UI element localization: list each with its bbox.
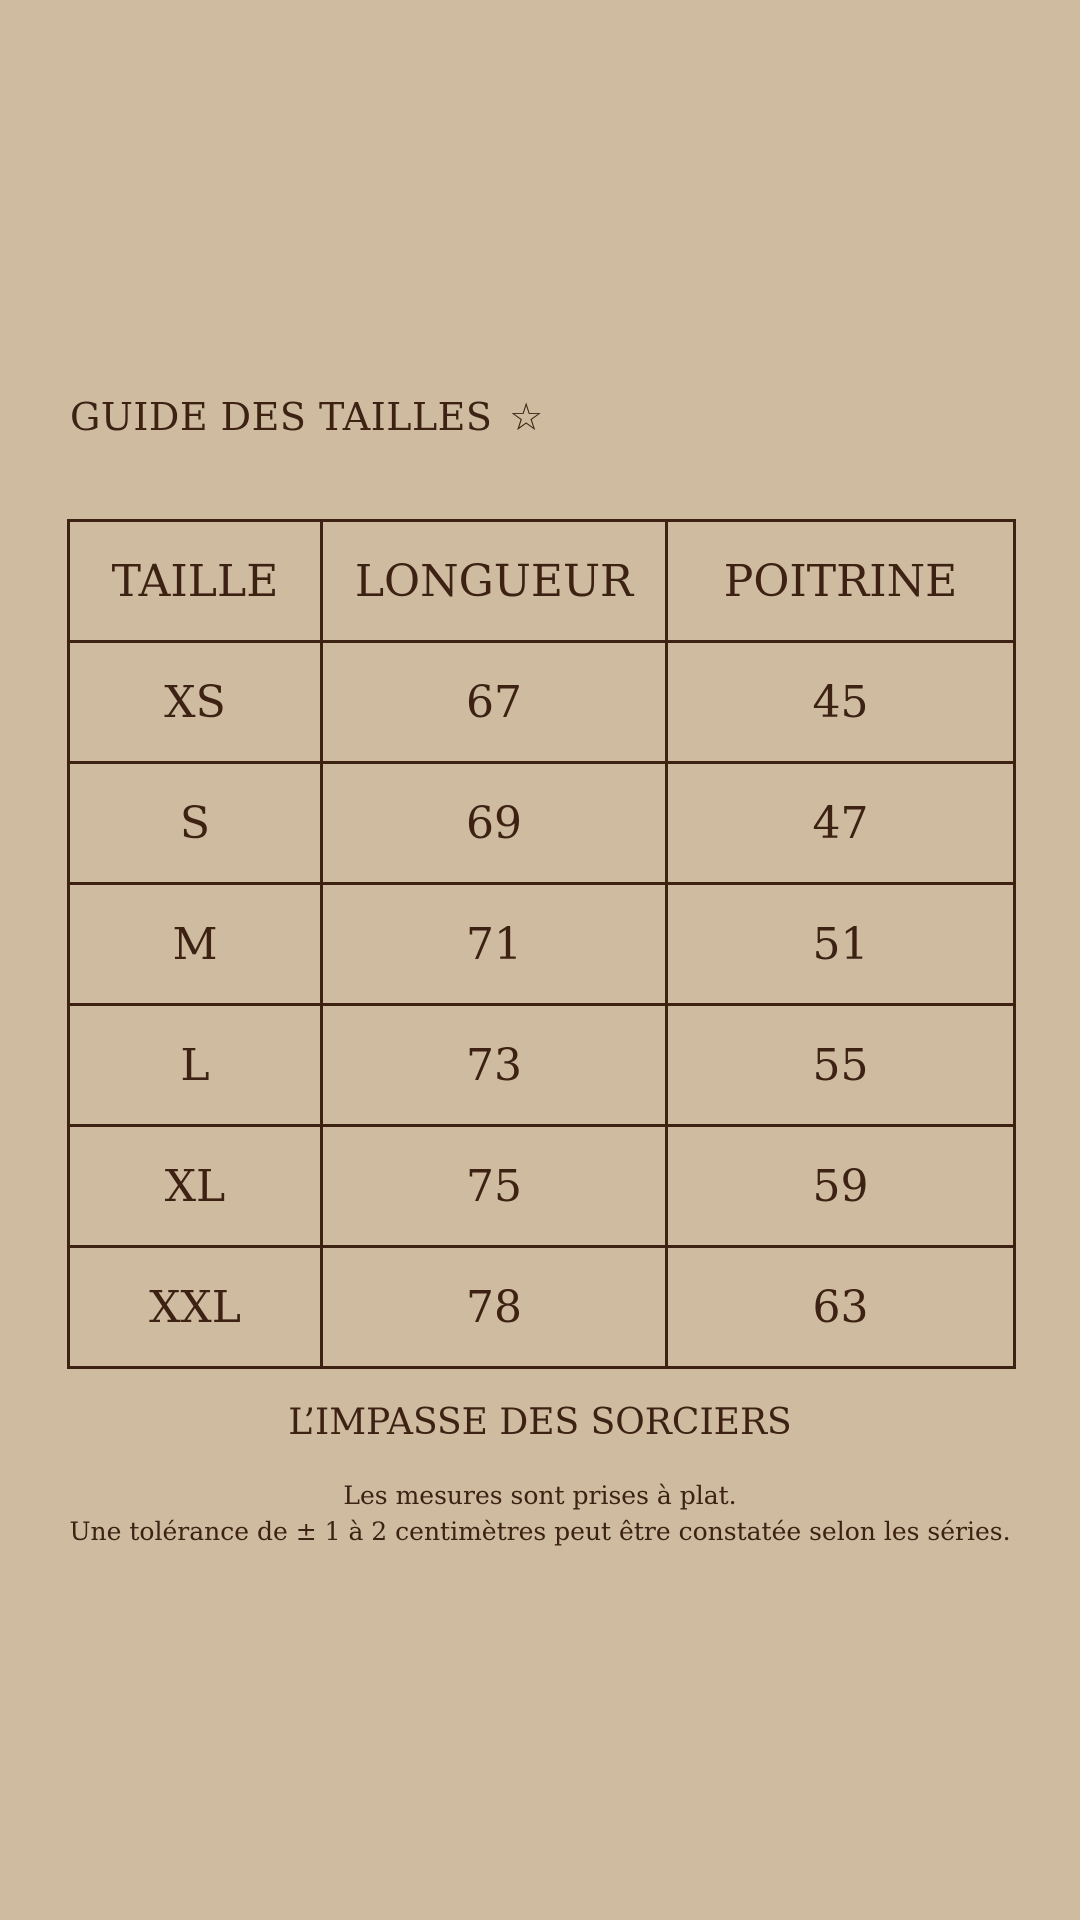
page-title-text: GUIDE DES TAILLES bbox=[70, 395, 493, 439]
cell-chest: 55 bbox=[667, 1005, 1015, 1126]
table-row bbox=[69, 642, 1015, 763]
note-line: Les mesures sont prises à plat. bbox=[343, 1481, 737, 1510]
cell-size: M bbox=[69, 884, 322, 1005]
cell-size: S bbox=[69, 763, 322, 884]
table-header-row bbox=[69, 521, 1015, 642]
cell-size: XS bbox=[69, 642, 322, 763]
table-row bbox=[69, 1126, 1015, 1247]
size-guide-table bbox=[67, 519, 1016, 1369]
page-title bbox=[70, 395, 544, 439]
brand-name: L’IMPASSE DES SORCIERS bbox=[288, 1402, 792, 1443]
cell-length: 71 bbox=[322, 884, 667, 1005]
star-icon: ☆ bbox=[509, 395, 544, 439]
cell-size: L bbox=[69, 1005, 322, 1126]
cell-length: 67 bbox=[322, 642, 667, 763]
column-header-longueur: LONGUEUR bbox=[322, 521, 667, 642]
cell-chest: 51 bbox=[667, 884, 1015, 1005]
cell-chest: 47 bbox=[667, 763, 1015, 884]
table-row bbox=[69, 884, 1015, 1005]
table-row bbox=[69, 1247, 1015, 1368]
cell-chest: 59 bbox=[667, 1126, 1015, 1247]
cell-size: XL bbox=[69, 1126, 322, 1247]
cell-length: 78 bbox=[322, 1247, 667, 1368]
cell-length: 73 bbox=[322, 1005, 667, 1126]
table-row bbox=[69, 1005, 1015, 1126]
table-row bbox=[69, 763, 1015, 884]
measurement-notes bbox=[0, 1478, 1080, 1550]
cell-length: 69 bbox=[322, 763, 667, 884]
cell-length: 75 bbox=[322, 1126, 667, 1247]
column-header-poitrine: POITRINE bbox=[667, 521, 1015, 642]
cell-size: XXL bbox=[69, 1247, 322, 1368]
cell-chest: 63 bbox=[667, 1247, 1015, 1368]
cell-chest: 45 bbox=[667, 642, 1015, 763]
column-header-taille: TAILLE bbox=[69, 521, 322, 642]
note-line: Une tolérance de ± 1 à 2 centimètres peut être constatée selon les séries. bbox=[69, 1517, 1011, 1546]
